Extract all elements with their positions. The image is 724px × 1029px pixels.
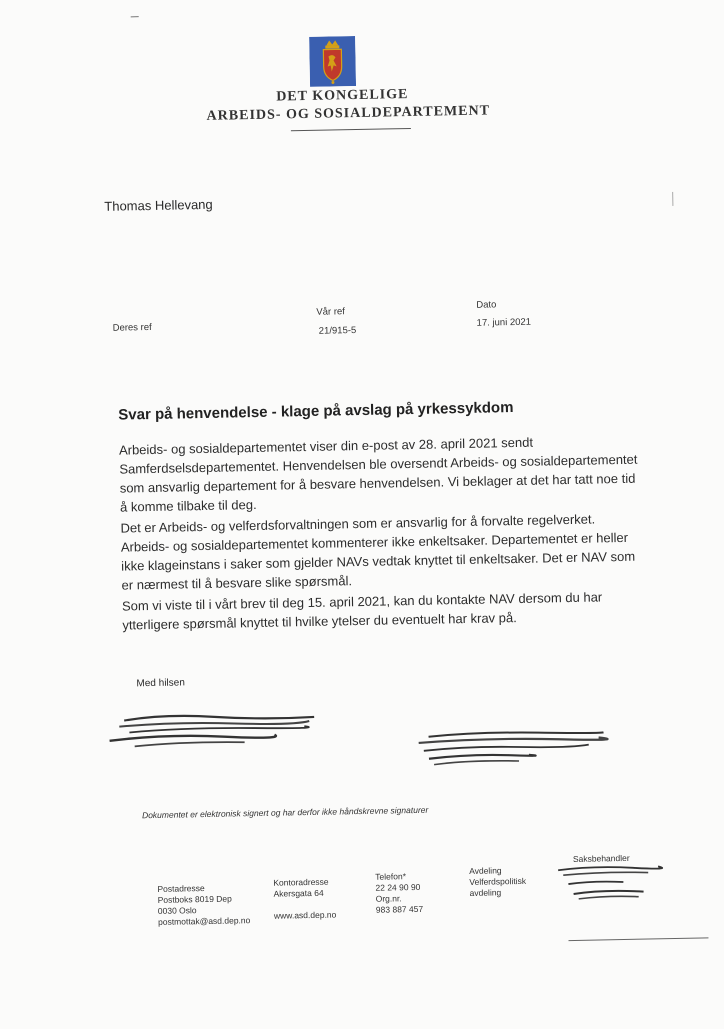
footer-office-address (273, 877, 336, 922)
coat-of-arms-icon (309, 36, 356, 87)
footer-website: www.asd.dep.no (273, 909, 337, 921)
footer-line: Postadresse (157, 883, 205, 894)
footer-divider (568, 937, 708, 941)
body-paragraph (119, 431, 640, 517)
var-ref-label: Vår ref (316, 306, 346, 318)
footer-line: Telefon* (375, 871, 407, 882)
footer-line: Akersgata 64 (273, 887, 324, 899)
e-signature-disclaimer: Dokumentet er elektronisk signert og har derfor ikke håndskrevne signaturer (141, 804, 429, 821)
footer-line: Velferdspolitisk (469, 875, 527, 887)
deres-ref-label: Deres ref (112, 321, 152, 334)
scan-mark (672, 192, 673, 206)
footer-line: 0030 Oslo (157, 905, 197, 916)
paragraph-text: Som vi viste til i vårt brev til deg 15. april 2021, kan du kontakte NAV dersom du har ytterligere spørsmål knyttet til hvilke ytelser du eventuelt har krav på. (121, 589, 603, 633)
footer-department (469, 865, 526, 899)
body-paragraph (120, 509, 641, 595)
redacted-signature (408, 723, 609, 775)
scan-mark (131, 16, 139, 17)
greeting: Med hilsen (136, 677, 185, 690)
footer-line: Org.nr. (375, 893, 402, 904)
footer-email: postmottak@asd.dep.no (157, 915, 251, 927)
footer-phone (375, 871, 423, 916)
letter-title: Svar på henvendelse - klage på avslag på yrkessykdom (118, 399, 514, 424)
ministry-name-line2: ARBEIDS- OG SOSIALDEPARTEMENT (206, 103, 491, 124)
date-label: Dato (476, 299, 497, 311)
footer-line: Kontoradresse (273, 876, 329, 888)
paragraph-text: Det er Arbeids- og velferdsforvaltningen som er ansvarlig for å forvalte regelverket. Arbeids- og sosialdepartementet kommenterer ikke enkeltsaker. Departementet er heller ikke klageinstans i saker som gjelder NAVs vedtak knyttet til enkeltsaker. Det er NAV som er nærmest til å besvare slike spørsmål. (120, 511, 636, 593)
footer-line: 983 887 457 (375, 903, 424, 915)
redacted-case-officer (553, 862, 664, 904)
footer-line: 22 24 90 90 (375, 881, 421, 893)
body-paragraph (122, 587, 643, 635)
footer-line: Saksbehandler (572, 852, 630, 864)
recipient-name: Thomas Hellevang (104, 196, 213, 214)
footer-line: avdeling (469, 887, 502, 898)
header-divider (291, 128, 411, 131)
footer-postal-address (157, 882, 250, 928)
redacted-signature (104, 707, 325, 757)
date-value: 17. juni 2021 (476, 316, 532, 329)
ministry-name-line1: DET KONGELIGE (276, 86, 409, 105)
footer-line: Postboks 8019 Dep (157, 893, 232, 905)
paragraph-text: Arbeids- og sosialdepartementet viser din e-post av 28. april 2021 sendt Samferdselsdepartementet. Henvendelsen ble oversendt Arbeids- og sosialdepartementet som ansvarlig departement for å besvare henvendelsen. Vi beklager at det har tatt noe tid å komme tilbake til deg. (118, 434, 638, 515)
footer-line: Avdeling (469, 865, 502, 876)
var-ref-value: 21/915-5 (318, 325, 357, 337)
